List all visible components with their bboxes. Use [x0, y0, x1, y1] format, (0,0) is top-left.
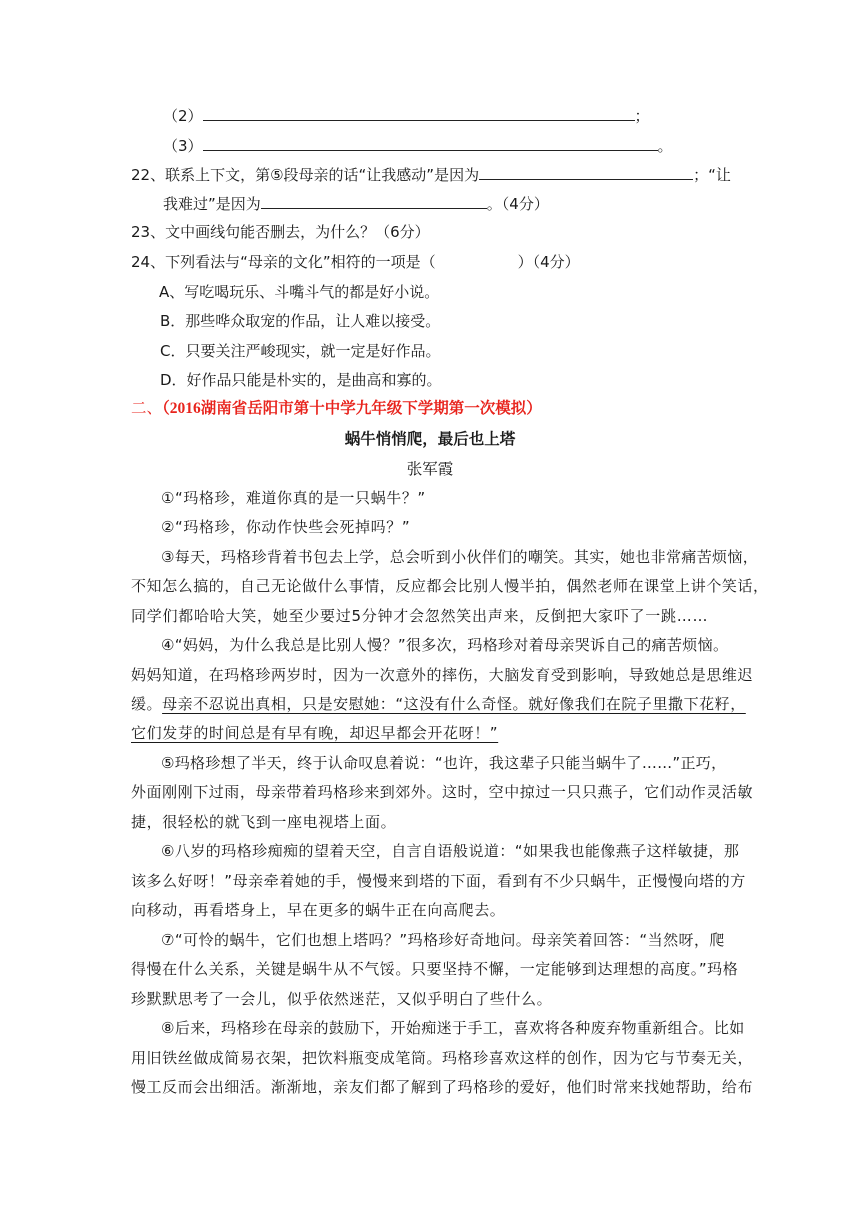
question-24-score: ）（4分） — [517, 253, 580, 271]
article-author: 张军霞 — [406, 460, 454, 478]
para-7-line-2: 得慢在什么关系，关键是蜗牛从不气馁。只要坚持不懈，一定能够到达理想的高度。”玛格 — [131, 960, 739, 978]
para-8-line-1: ⑧后来，玛格珍在母亲的鼓励下，开始痴迷于手工，喜欢将各种废弃物重新组合。比如 — [161, 1019, 745, 1037]
option-c: C．只要关注严峻现实，就一定是好作品。 — [160, 342, 441, 360]
para-6-line-2: 该多么好呀！”母亲牵着她的手，慢慢来到塔的下面，看到有不少只蜗牛，正慢慢向塔的方 — [131, 872, 746, 890]
answer-blank-3[interactable] — [203, 134, 658, 151]
question-22-score: 。（4分） — [486, 195, 549, 213]
section-source: （2016湖南省岳阳市第十中学九年级下学期第一次模拟） — [162, 400, 542, 417]
answer-line-2 — [163, 104, 650, 127]
underlined-sentence: 母亲不忍说出真相，只是安慰她：“这没有什么奇怪。就好像我们在院子里撒下花籽， — [162, 695, 746, 713]
para-3-line-1: ③每天，玛格珍背着书包去上学，总会听到小伙伴们的嘲笑。其实，她也非常痛苦烦恼， — [161, 548, 759, 566]
option-b: B．那些哗众取宠的作品，让人难以接受。 — [160, 312, 441, 330]
para-8-line-2: 用旧铁丝做成简易衣架，把饮料瓶变成笔筒。玛格珍喜欢这样的创作，因为它与节奏无关， — [131, 1049, 754, 1067]
para-2: ②“玛格珍，你动作快些会死掉吗？” — [161, 518, 411, 536]
question-24-text: 24、下列看法与“母亲的文化”相符的一项是（ — [131, 253, 436, 271]
para-3-line-3: 同学们都哈哈大笑，她至少要过5分钟才会忽然笑出声来，反倒把大家吓了一跳…… — [131, 607, 709, 625]
question-24 — [131, 251, 580, 273]
answer-end-2: ； — [634, 107, 650, 125]
answer-blank-2[interactable] — [203, 104, 635, 121]
article-title: 蜗牛悄悄爬，最后也上塔 — [344, 430, 516, 448]
para-7-line-3: 珍默默思考了一会儿，似乎依然迷茫，又似乎明白了些什么。 — [131, 990, 553, 1008]
para-6-line-1: ⑥八岁的玛格珍痴痴的望着天空，自言自语般说道：“如果我也能像燕子这样敏捷，那 — [161, 842, 740, 860]
question-22-text: 22、联系上下文，第⑤段母亲的话“让我感动”是因为 — [131, 166, 480, 184]
para-8-line-3: 慢工反而会出细活。渐渐地，亲友们都了解到了玛格珍的爱好，他们时常来找她帮助，给布 — [131, 1078, 754, 1096]
answer-blank-22b[interactable] — [261, 192, 487, 209]
question-22-text2: 我难过”是因为 — [163, 195, 261, 213]
para-5-line-2: 外面刚刚下过雨，母亲带着玛格珍来到郊外。这时，空中掠过一只只燕子，它们动作灵活敏 — [131, 783, 754, 801]
para-1: ①“玛格珍，难道你真的是一只蜗牛？” — [161, 489, 426, 507]
answer-line-3 — [163, 134, 673, 157]
para-5-line-3: 捷，很轻松的就飞到一座电视塔上面。 — [131, 813, 397, 831]
section-number: 二、 — [131, 400, 163, 417]
question-22 — [131, 163, 731, 186]
answer-label-3: （3） — [163, 137, 203, 155]
question-23: 23、文中画线句能否删去，为什么？（6分） — [131, 223, 430, 241]
para-5-line-1: ⑤玛格珍想了半天，终于认命叹息着说：“也许，我这辈子只能当蜗牛了……”正巧， — [161, 754, 727, 772]
para-7-line-1: ⑦“可怜的蜗牛，它们也想上塔吗？”玛格珍好奇地问。母亲笑着回答：“当然呀，爬 — [161, 931, 725, 949]
para-4-line-3-start: 缓。 — [131, 695, 163, 713]
option-d: D．好作品只能是朴实的，是曲高和寡的。 — [160, 371, 442, 389]
option-a: A、写吃喝玩乐、斗嘴斗气的都是好小说。 — [159, 283, 440, 301]
answer-blank-22a[interactable] — [479, 163, 693, 180]
para-4-line-1: ④“妈妈，为什么我总是比别人慢？”很多次，玛格珍对着母亲哭诉自己的痛苦烦恼。 — [161, 636, 729, 654]
underlined-sentence-cont: 它们发芽的时间总是有早有晚，却迟早都会开花呀！” — [131, 724, 499, 742]
question-22-line2 — [163, 192, 549, 215]
para-4-line-2: 妈妈知道，在玛格珍两岁时，因为一次意外的摔伤，大脑发育受到影响，导致她总是思维迟 — [131, 666, 754, 684]
answer-label-2: （2） — [163, 107, 203, 125]
answer-end-3: 。 — [657, 137, 673, 155]
para-3-line-2: 不知怎么搞的，自己无论做什么事情，反应都会比别人慢半拍，偶然老师在课堂上讲个笑话， — [131, 577, 769, 595]
para-4-line-3 — [131, 693, 746, 715]
question-22-cont: ；“让 — [693, 166, 731, 184]
section-header — [131, 398, 542, 420]
para-6-line-3: 向移动，再看塔身上，早在更多的蜗牛正在向高爬去。 — [131, 901, 506, 919]
